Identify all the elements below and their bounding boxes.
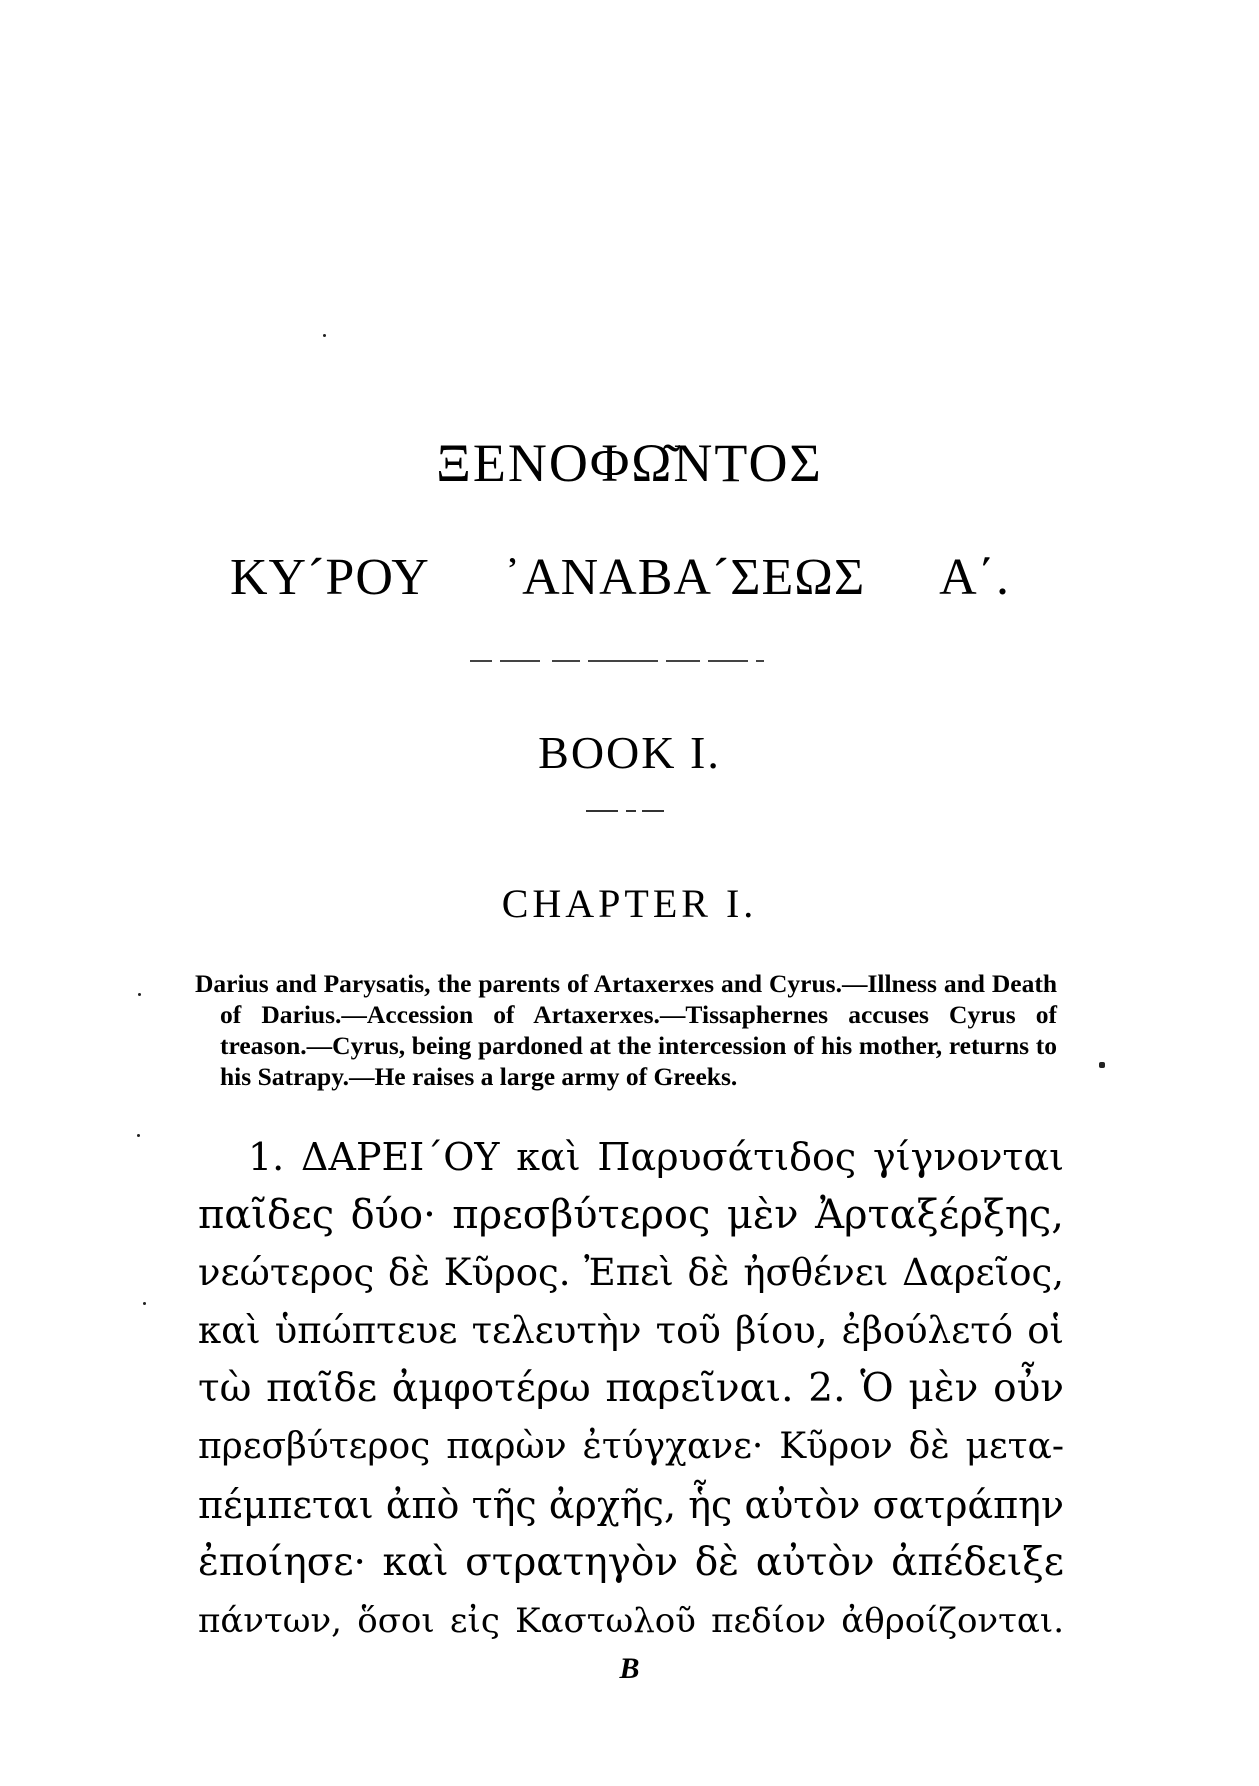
text-line: πέμπεται ἀπὸ τῆς ἀρχῆς, ἧς αὐτὸν σατράπην: [198, 1483, 1064, 1527]
decorative-rule: [642, 810, 664, 812]
text-line: πρεσβύτερος παρὼν ἐτύγχανε· Κῦρον δὲ μετα-: [198, 1426, 1064, 1467]
book-subtitle: [230, 548, 1010, 607]
subtitle-part-anabasis: ᾿ΑΝΑΒΑ´ΣΕΩΣ: [503, 549, 866, 606]
ink-speck: [137, 1134, 140, 1137]
signature-mark: B: [619, 1652, 640, 1685]
chapter-heading: CHAPTER I.: [501, 881, 758, 926]
chapter-summary: Darius and Parysatis, the parents of Artaxerxes and Cyrus.—Illness and Death of Darius.—Accession of Artaxerxes.—Tissaphernes accuses Cyrus of treason.—Cyrus, being pardoned at the intercession of his mother, returns to his Satrapy.—He raises a large army of Greeks.: [195, 969, 1057, 1091]
subtitle-part-cyrus: ΚΥ´ΡΟΥ: [230, 549, 430, 606]
book-heading: BOOK I.: [538, 727, 721, 778]
text-line: πάντων, ὅσοι εἰς Καστωλοῦ πεδίον ἀθροίζονται.: [198, 1601, 1064, 1641]
work-title: ΞΕΝΟΦΩ͂ΝΤΟΣ: [436, 433, 823, 493]
text-line: παῖδες δύο· πρεσβύτερος μὲν Ἀρταξέρξης,: [198, 1192, 1064, 1238]
decorative-rule: [586, 810, 618, 812]
decorative-rule: [470, 660, 492, 662]
ink-speck: [323, 334, 326, 337]
text-line: νεώτερος δὲ Κῦρος. Ἐπεὶ δὲ ἠσθένει Δαρεῖος,: [198, 1251, 1064, 1294]
text-line: τὼ παῖδε ἀμφοτέρω παρεῖναι. 2. Ὁ μὲν οὖν: [198, 1366, 1064, 1411]
decorative-rule: [626, 810, 636, 812]
ink-speck: [1099, 1062, 1105, 1068]
ink-speck: [138, 993, 141, 996]
decorative-rule: [588, 660, 658, 662]
decorative-rule: [500, 660, 540, 662]
text-line: ἐποίησε· καὶ στρατηγὸν δὲ αὐτὸν ἀπέδειξε: [198, 1540, 1064, 1585]
decorative-rule: [666, 660, 700, 662]
decorative-rule: [756, 660, 764, 662]
subtitle-part-number: Α΄.: [939, 549, 1010, 606]
text-line: 1. ΔΑΡΕΙ´ΟΥ καὶ Παρυσάτιδος γίγνονται: [248, 1135, 1064, 1179]
decorative-rule: [708, 660, 748, 662]
greek-body-text: [198, 1128, 1064, 1650]
ink-speck: [143, 1302, 146, 1305]
decorative-rule: [552, 660, 580, 662]
text-line: καὶ ὑπώπτευε τελευτὴν τοῦ βίου, ἐβούλετό οἱ: [198, 1309, 1064, 1352]
